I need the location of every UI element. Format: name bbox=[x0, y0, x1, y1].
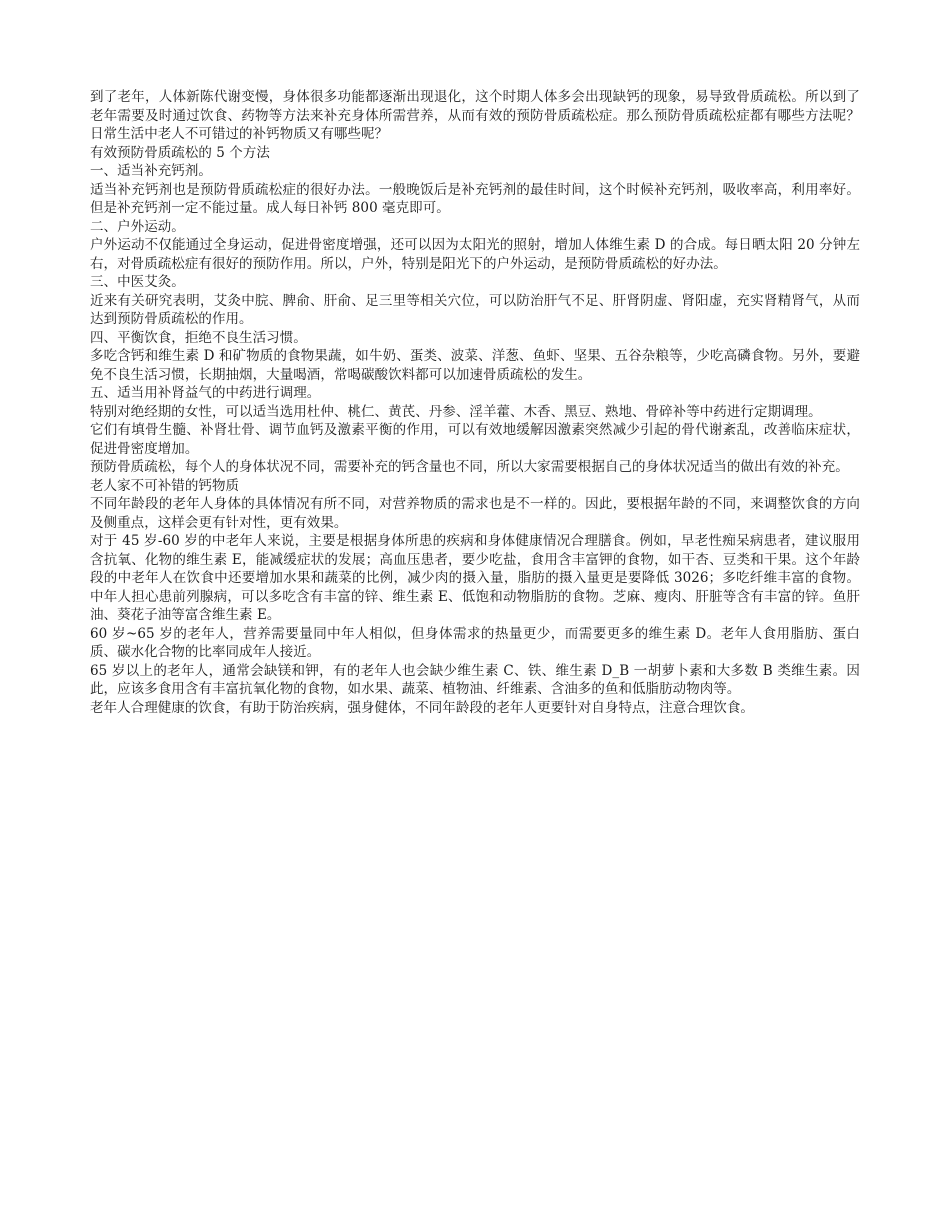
intro-paragraph: 到了老年，人体新陈代谢变慢，身体很多功能都逐渐出现退化，这个时期人体多会出现缺钙的现象，易导致骨质疏松。所以到了老年需要及时通过饮食、药物等方法来补充身体所需营养，从而有效的预防骨质疏松症。那么预防骨质疏松症都有哪些方法呢？日常生活中老人不可错过的补钙物质又有哪些呢？ bbox=[90, 89, 860, 142]
method-5-paragraph-2: 它们有填骨生髓、补肾壮骨、调节血钙及激素平衡的作用，可以有效地缓解因激素突然减少引起的骨代谢紊乱，改善临床症状，促进骨密度增加。 bbox=[90, 422, 860, 457]
conclusion-paragraph: 老年人合理健康的饮食，有助于防治疾病，强身健体，不同年龄段的老年人更要针对自身特点，注意合理饮食。 bbox=[90, 699, 754, 716]
section-title-calcium: 老人家不可补错的钙物质 bbox=[90, 477, 240, 494]
age-60-65-paragraph: 60 岁~65 岁的老年人，营养需要量同中年人相似，但身体需求的热量更少，而需要更多的维生素 D。老年人食用脂肪、蛋白质、碳水化合物的比率同成年人接近。 bbox=[90, 625, 860, 660]
age-65-plus-paragraph: 65 岁以上的老年人，通常会缺镁和钾，有的老年人也会缺少维生素 C、铁、维生素 D_B 一胡萝卜素和大多数 B 类维生素。因此，应该多食用含有丰富抗氧化物的食物，如水果、蔬菜、植物油、纤维素、含油多的鱼和低脂肪动物肉等。 bbox=[90, 662, 860, 697]
method-1-paragraph: 适当补充钙剂也是预防骨质疏松症的很好办法。一般晚饭后是补充钙剂的最佳时间，这个时候补充钙剂，吸收率高，利用率好。但是补充钙剂一定不能过量。成人每日补钙 800 毫克即可。 bbox=[90, 181, 860, 216]
section-title-methods: 有效预防骨质疏松的 5 个方法 bbox=[90, 144, 270, 161]
method-1-heading: 一、适当补充钙剂。 bbox=[90, 163, 212, 179]
calcium-intro-paragraph: 不同年龄段的老年人身体的具体情况有所不同，对营养物质的需求也是不一样的。因此，要根据年龄的不同，来调整饮食的方向及侧重点，这样会更有针对性，更有效果。 bbox=[90, 496, 860, 531]
method-5-paragraph: 特别对绝经期的女性，可以适当选用杜仲、桃仁、黄芪、丹参、淫羊藿、木香、黑豆、熟地、骨碎补等中药进行定期调理。 bbox=[90, 403, 822, 420]
method-4-paragraph: 多吃含钙和维生素 D 和矿物质的食物果蔬，如牛奶、蛋类、波菜、洋葱、鱼虾、坚果、五谷杂粮等，少吃高磷食物。另外，要避免不良生活习惯，长期抽烟，大量喝酒，常喝碳酸饮料都可以加速骨质疏松的发生。 bbox=[90, 348, 860, 383]
age-45-60-paragraph: 对于 45 岁-60 岁的中老年人来说，主要是根据身体所患的疾病和身体健康情况合理膳食。例如，早老性痴呆病患者，建议服用含抗氧、化物的维生素 E，能减缓症状的发展；高血压患者，要少吃盐，食用含丰富钾的食物，如干杏、豆类和干果。这个年龄段的中老年人在饮食中还要增加水果和蔬菜的比例，减少肉的摄入量，脂肪的摄入量更是要降低 3026；多吃纤维丰富的食物。中年人担心患前列腺病，可以多吃含有丰富的锌、维生素 E、低饱和动物脂肪的食物。芝麻、瘦肉、肝脏等含有丰富的锌。鱼肝油、葵花子油等富含维生素 E。 bbox=[90, 533, 860, 623]
method-3-heading: 三、中医艾灸。 bbox=[90, 274, 185, 290]
summary-paragraph: 预防骨质疏松，每个人的身体状况不同，需要补充的钙含量也不同，所以大家需要根据自己的身体状况适当的做出有效的补充。 bbox=[90, 459, 849, 475]
method-2-heading: 二、户外运动。 bbox=[90, 218, 185, 235]
document-body bbox=[90, 88, 860, 717]
method-3-paragraph: 近来有关研究表明，艾灸中脘、脾俞、肝俞、足三里等相关穴位，可以防治肝气不足、肝肾阴虚、肾阳虚，充实肾精肾气，从而达到预防骨质疏松的作用。 bbox=[90, 292, 860, 327]
method-5-heading: 五、适当用补肾益气的中药进行调理。 bbox=[90, 385, 321, 401]
method-4-heading: 四、平衡饮食，拒绝不良生活习惯。 bbox=[90, 329, 307, 346]
method-2-paragraph: 户外运动不仅能通过全身运动，促进骨密度增强，还可以因为太阳光的照射，增加人体维生素 D 的合成。每日晒太阳 20 分钟左右，对骨质疏松症有很好的预防作用。所以，户外，特别是阳光下的户外运动，是预防骨质疏松的好办法。 bbox=[90, 237, 860, 272]
